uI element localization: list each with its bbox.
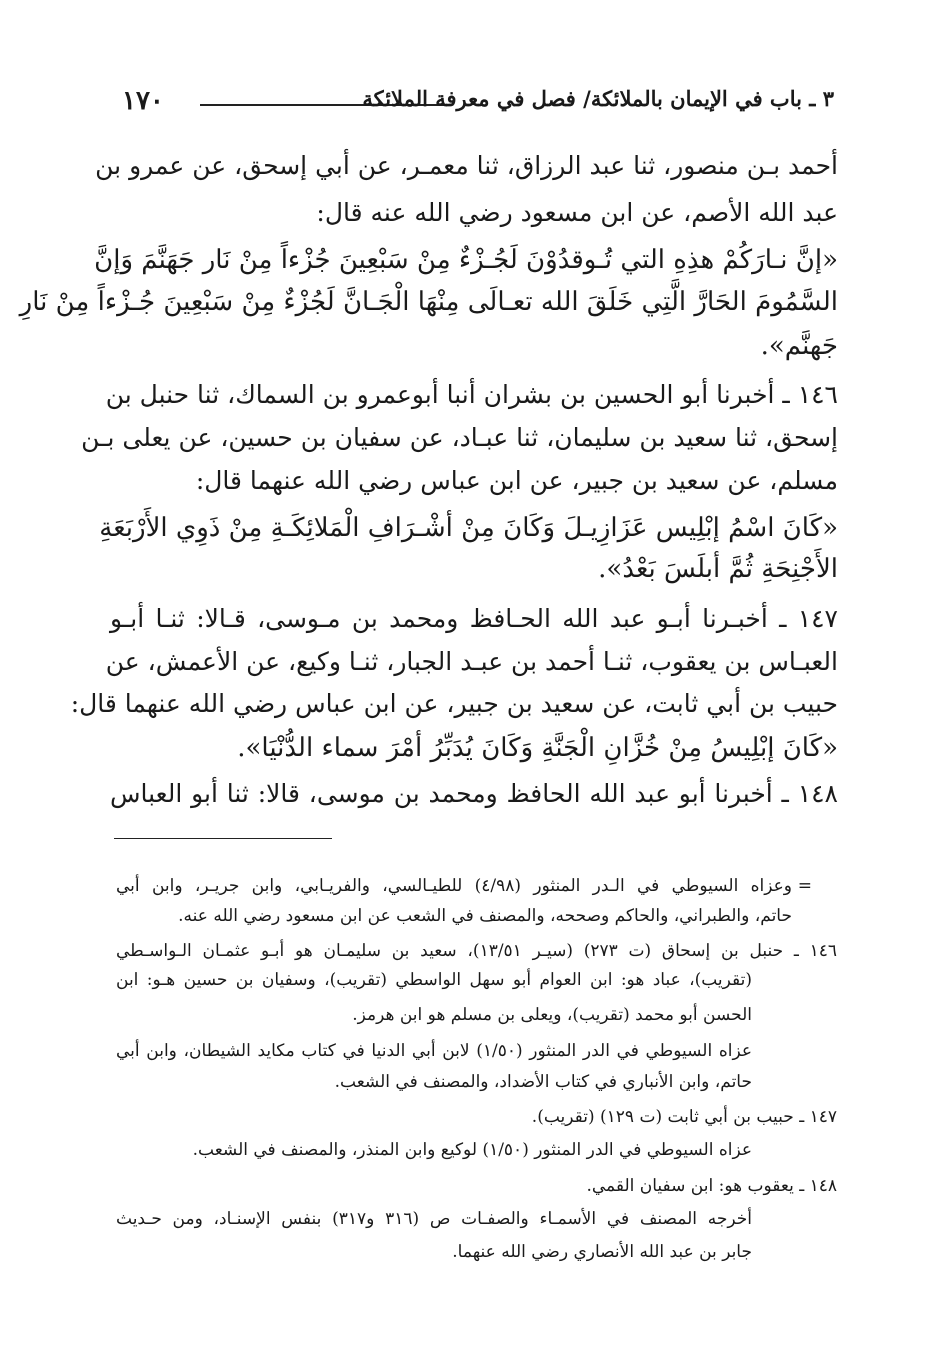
body-line: إسحق، ثنا سعيد بن سليمان، ثنا عبـاد، عن سفيان بن حسين، عن يعلى بـن <box>81 423 838 452</box>
footnote-line: حاتم، والطبراني، والحاكم وصححه، والمصنف في الشعب عن ابن مسعود رضي الله عنه. <box>178 906 792 926</box>
hadith-line: جَهنَّم». <box>760 331 838 361</box>
footnote-line: وعزاه السيوطي في الـدر المنثور (٤/٩٨) للطيـالسي، والفريـابي، وابن جريـر، وابن أبي <box>116 876 792 896</box>
page-number: ١٧٠ <box>122 86 164 116</box>
footnote-line: ١٤٧ ـ حبيب بن أبي ثابت (ت ١٢٩) (تقريب). <box>531 1107 837 1127</box>
continuation-mark: = <box>797 876 812 896</box>
footnote-line: (تقريب)، عباد هو: ابن العوام أبو سهل الواسطي (تقريب)، وسفيان بن حسين هـو: ابن <box>116 970 752 990</box>
footnote-line: عزاه السيوطي في الدر المنثور (١/٥٠) لابن أبي الدنيا في كتاب مكايد الشيطان، وابن أبي <box>116 1041 752 1061</box>
footnote-line: ١٤٨ ـ يعقوب هو: ابن سفيان القمي. <box>586 1176 837 1196</box>
footnote-line: عزاه السيوطي في الدر المنثور (١/٥٠) لوكيع وابن المنذر، والمصنف في الشعب. <box>192 1140 752 1160</box>
body-line: ١٤٧ ـ أخبـرنا أبـو عبد الله الحـافظ ومحمد بن مـوسى، قـالا: ثنـا أبـو <box>110 604 838 633</box>
hadith-line: «إنَّ نـارَكُمْ هذِهِ التي تُـوقدُوْنَ لَجُـزْءٌ مِنْ سَبْعِينَ جُزْءاً مِنْ نَار جَهَنَّمَ وَإنَّ <box>94 245 838 275</box>
hadith-line: السَّمُومَ الحَارَّ الَّتِي خَلَقَ الله تعـالَى مِنْهَا الْجَـانَّ لَجُزْءٌ مِنْ سَبْعِينَ جُـزْءاً مِنْ نَارِ <box>19 287 838 317</box>
body-line: ١٤٨ ـ أخبرنا أبو عبد الله الحافظ ومحمد بن موسى، قالا: ثنا أبو العباس <box>110 779 838 808</box>
footnote-rule <box>114 838 332 839</box>
footnote-line: الحسن أبو محمد (تقريب)، ويعلى بن مسلم هو ابن هرمز. <box>352 1005 752 1025</box>
footnote-line: أخرجه المصنف في الأسمـاء والصفـات ص (٣١٦ و٣١٧) بنفس الإسنـاد، ومن حـديث <box>116 1209 752 1229</box>
body-line: أحمد بـن منصور، ثنا عبد الرزاق، ثنا معمـر، عن أبي إسحق، عن عمرو بن <box>95 151 838 180</box>
body-line: مسلم، عن سعيد بن جبير، عن ابن عباس رضي الله عنهما قال: <box>195 466 838 495</box>
body-line: ١٤٦ ـ أخبرنا أبو الحسين بن بشران أنبا أبوعمرو بن السماك، ثنا حنبل بن <box>105 380 838 409</box>
body-line: حبيب بن أبي ثابت، عن سعيد بن جبير، عن ابن عباس رضي الله عنهما قال: <box>70 689 838 718</box>
hadith-line: «كَانَ إبْلِيسُ مِنْ خُزَّانِ الْجَنَّةِ وَكَانَ يُدَبِّرُ أمْرَ سماء الدُّنْيَا». <box>237 733 838 763</box>
body-line: العبـاس بن يعقوب، ثنـا أحمد بن عبـد الجبار، ثنـا وكيع، عن الأعمش، عن <box>105 647 838 676</box>
body-line: عبد الله الأصم، عن ابن مسعود رضي الله عنه قال: <box>316 198 838 227</box>
running-title: ٣ ـ باب في الإيمان بالملائكة/ فصل في معرفة الملائكة <box>362 86 834 111</box>
footnote-line: جابر بن عبد الله الأنصاري رضي الله عنهما. <box>452 1242 752 1262</box>
hadith-line: الأَجْنِحَةِ ثُمَّ أبلَسَ بَعْدُ». <box>598 554 838 584</box>
hadith-line: «كَانَ اسْمُ إبْلِيس عَزَازِيـلَ وَكَانَ مِنْ أشْـرَافِ الْمَلائِكَـةِ مِنْ ذَوِي الأَرْبَعَةِ <box>99 513 838 543</box>
footnote-line: ١٤٦ ـ حنبل بن إسحاق (ت ٢٧٣) (سيـر ١٣/٥١)، سعيد بن سليمـان هو أبـو عثمـان الـواسـطي <box>116 941 837 961</box>
footnote-line: حاتم، وابن الأنباري في كتاب الأضداد، والمصنف في الشعب. <box>334 1072 752 1092</box>
